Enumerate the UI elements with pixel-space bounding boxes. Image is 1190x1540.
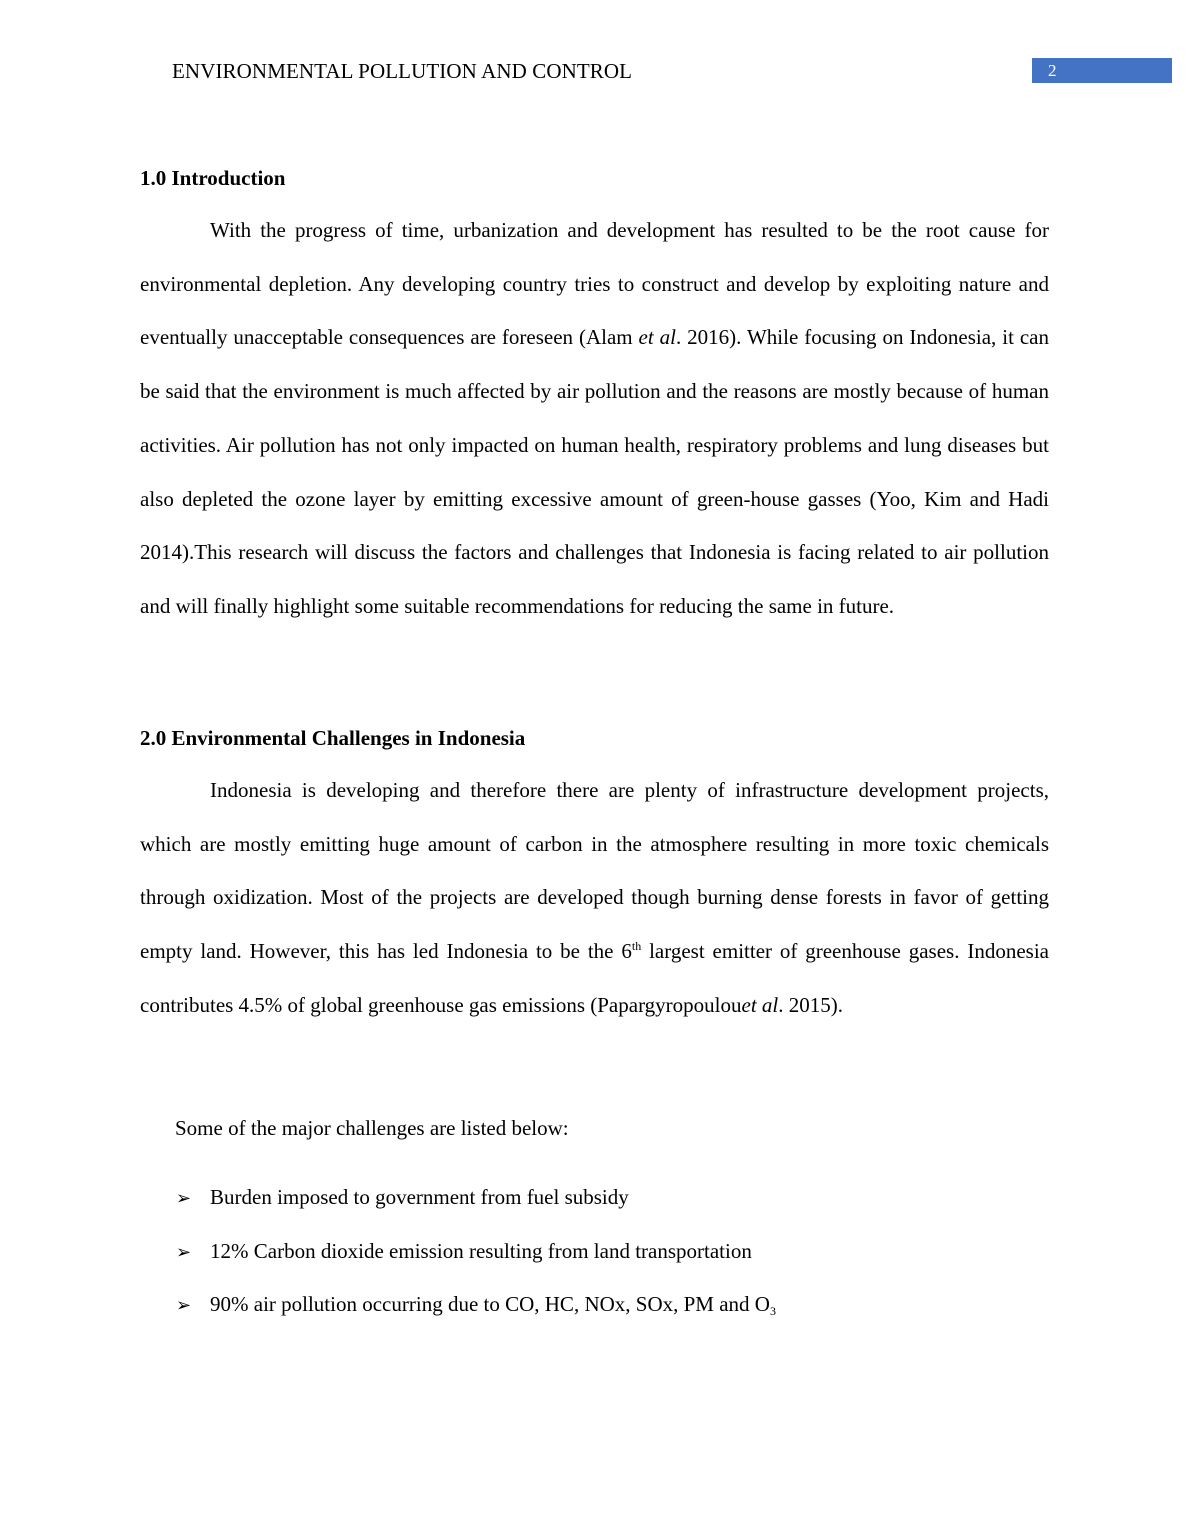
arrowhead-bullet-icon: ➢	[176, 1188, 192, 1209]
challenges-text-part-3: . 2015).	[778, 992, 844, 1017]
introduction-paragraph	[140, 204, 1049, 634]
list-item	[176, 1182, 629, 1214]
running-header-title: ENVIRONMENTAL POLLUTION AND CONTROL	[172, 59, 633, 83]
section-heading-challenges: 2.0 Environmental Challenges in Indonesia	[140, 726, 526, 750]
challenges-paragraph	[140, 764, 1049, 1033]
arrowhead-bullet-icon: ➢	[176, 1295, 192, 1316]
intro-text-part-1: With the progress of time, urbanization and development has resulted to be the root cause for environmental depletion. Any developing country tries to construct and develop by exploiting nature and eventually unacceptable consequences are foreseen (Alam	[140, 218, 1049, 350]
list-item-text: 12% Carbon dioxide emission resulting from land transportation	[210, 1239, 752, 1263]
challenges-text-part-2: largest emitter of greenhouse gases. Indonesia contributes 4.5% of global greenhouse gas emissions (Papargyropoulou	[140, 939, 1049, 1017]
list-item	[176, 1289, 776, 1321]
intro-citation-italic: et al	[638, 325, 676, 350]
section-heading-introduction: 1.0 Introduction	[140, 166, 286, 190]
list-intro-text: Some of the major challenges are listed below:	[175, 1116, 569, 1140]
list-item	[176, 1236, 752, 1268]
intro-text-part-2: . 2016). While focusing on Indonesia, it can be said that the environment is much affected by air pollution and the reasons are mostly because of human activities. Air pollution has not only impacted on human health, respiratory problems and lung diseases but also depleted the ozone layer by emitting excessive amount of green-house gasses (Yoo, Kim and Hadi 2014).This research will discuss the factors and challenges that Indonesia is facing related to air pollution and will finally highlight some suitable recommendations for reducing the same in future.	[140, 325, 1049, 618]
list-item-text: Burden imposed to government from fuel subsidy	[210, 1185, 629, 1209]
list-item-text: 90% air pollution occurring due to CO, HC, NOx, SOx, PM and O	[210, 1292, 770, 1316]
ozone-subscript: 3	[769, 1304, 776, 1318]
page-number-badge: 2	[1032, 58, 1172, 83]
arrowhead-bullet-icon: ➢	[176, 1242, 192, 1263]
challenges-citation-italic: et al	[741, 992, 779, 1017]
challenges-text-part-1: Indonesia is developing and therefore there are plenty of infrastructure development projects, which are mostly emitting huge amount of carbon in the atmosphere resulting in more toxic chemicals through oxidization. Most of the projects are developed though burning dense forests in favor of getting empty land. However, this has led Indonesia to be the 6	[140, 778, 1049, 964]
ordinal-superscript: th	[631, 939, 642, 954]
